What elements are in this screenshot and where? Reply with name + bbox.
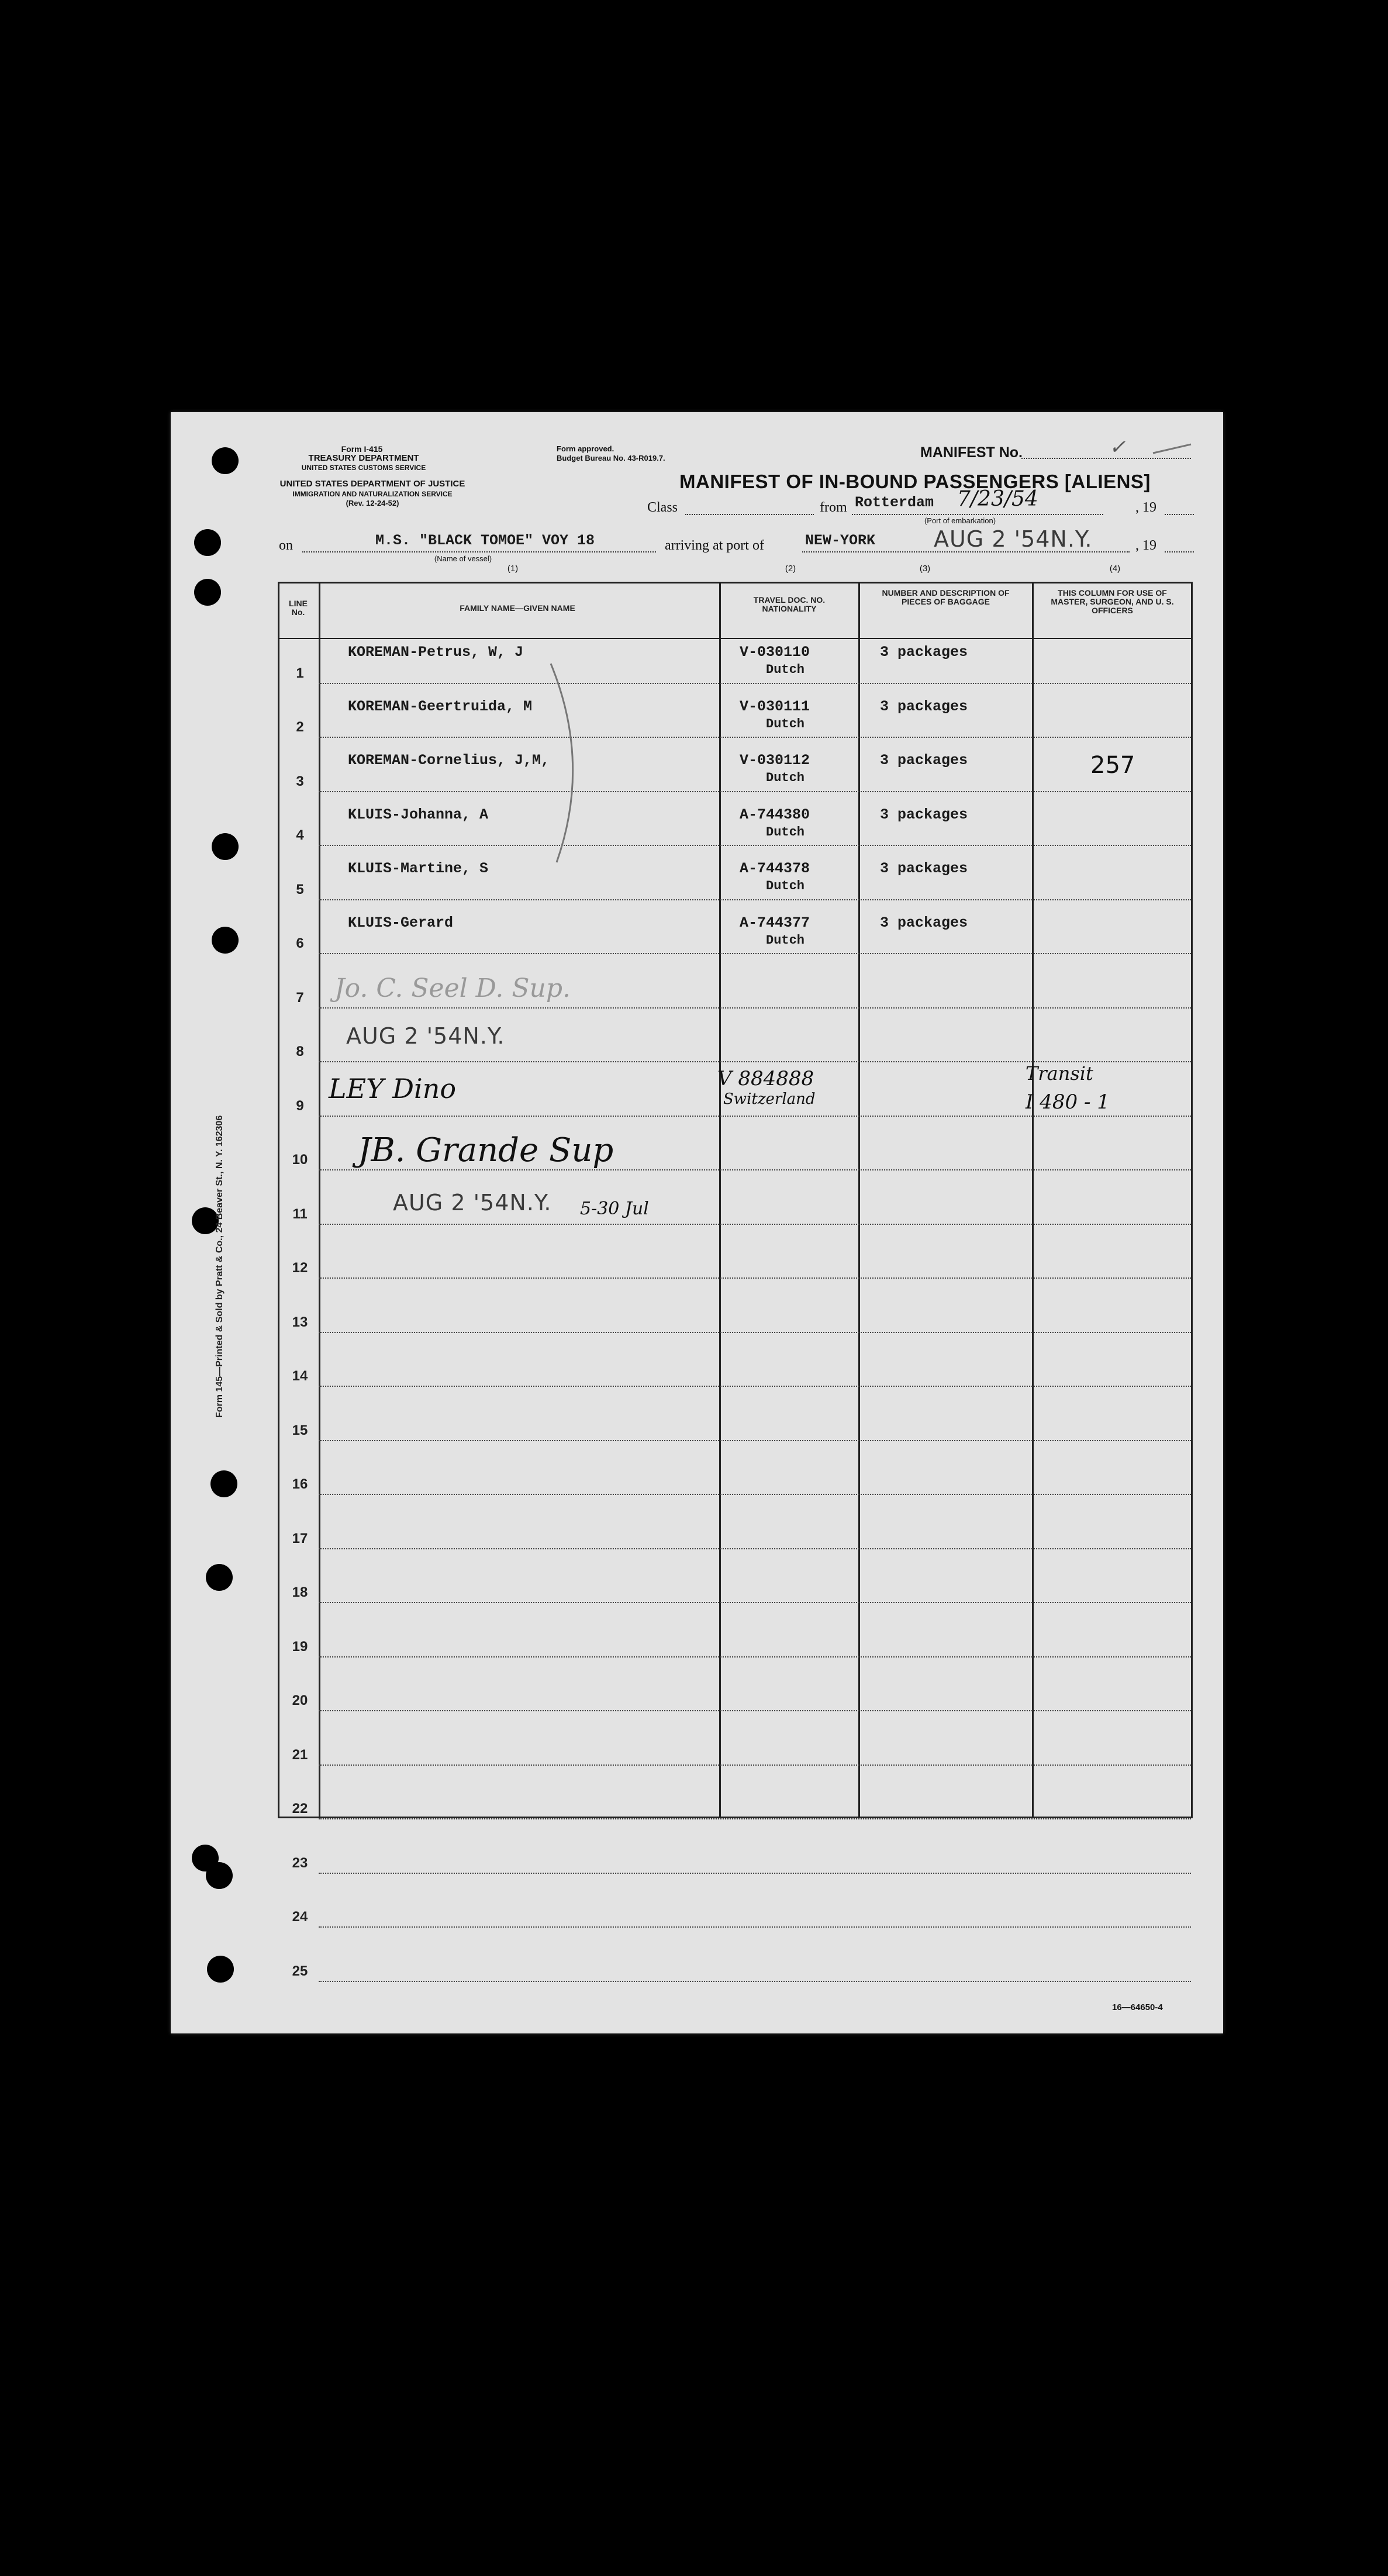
signature-scrawl-row10: JB. Grande Sup [358,1131,614,1169]
treasury-line: TREASURY DEPARTMENT [308,453,419,463]
table-row [278,1829,1193,1883]
officer-note: 257 [1090,752,1135,779]
line-number: 11 [292,1206,308,1222]
nationality: Dutch [766,716,805,731]
table-row [278,1288,1193,1342]
line-number: 1 [296,665,304,681]
justice-line: UNITED STATES DEPARTMENT OF JUSTICE [279,479,465,489]
table-row [278,1342,1193,1397]
table-row [278,693,1193,748]
table-row [278,855,1193,910]
line-number: 4 [296,827,304,843]
port-caption: (Port of embarkation) [924,516,996,525]
handwritten-officer-note: Transit [1026,1062,1093,1085]
table-row [278,747,1193,802]
handwritten-officer-ref: I 480 - 1 [1026,1090,1110,1114]
passenger-name: KLUIS-Johanna, A [348,806,489,823]
form-number: Form I-415 [341,444,383,454]
passenger-name: KLUIS-Gerard [348,914,454,931]
binder-hole [207,1956,234,1983]
table-row [278,1234,1193,1289]
manifest-check-mark: ✓ [1109,436,1126,459]
signature-scrawl-row7: Jo. C. Seel D. Sup. [334,973,571,1003]
arrival-date-stamp: AUG 2 '54N.Y. [934,526,1093,552]
column-header-officers: THIS COLUMN FOR USE OF MASTER, SURGEON, AND U. S. OFFICERS [1051,588,1174,615]
ins-line: IMMIGRATION AND NATURALIZATION SERVICE [292,490,453,498]
line-number: 15 [292,1422,308,1438]
binder-hole [206,1564,233,1591]
manifest-page [171,412,1223,2033]
table-row [278,639,1193,693]
column-number: (1) [507,564,519,574]
binder-hole [212,833,239,860]
budget-line: Budget Bureau No. 43-R019.7. [557,454,665,462]
travel-doc-number: A-744378 [740,860,810,877]
binder-hole [212,927,239,954]
table-row [278,1451,1193,1505]
line-number: 16 [292,1476,308,1492]
date-stamp-row11: AUG 2 '54N.Y. [393,1190,552,1216]
line-number: 3 [296,773,304,789]
nationality: Dutch [766,824,805,840]
binder-hole [210,1470,237,1497]
travel-doc-number: A-744377 [740,914,810,931]
travel-doc-number: A-744380 [740,806,810,823]
nationality: Dutch [766,662,805,677]
passenger-name: KOREMAN-Cornelius, J,M, [348,752,550,769]
baggage-description: 3 packages [880,806,968,823]
year-label: , 19 [1135,500,1156,515]
travel-doc-number: V-030110 [740,644,810,661]
baggage-description: 3 packages [880,644,968,661]
column-number: (4) [1109,564,1121,574]
table-row [278,1612,1193,1667]
line-number: 7 [296,989,304,1006]
date-stamp-row8: AUG 2 '54N.Y. [346,1023,505,1049]
embarkation-date: 7/23/54 [957,487,1038,511]
approval-line: Form approved. [557,444,614,453]
handwritten-passenger-name: LEY Dino [329,1073,457,1104]
document-title: MANIFEST OF IN-BOUND PASSENGERS [ALIENS] [679,471,1151,492]
nationality: Dutch [766,771,805,785]
column-number: (3) [919,564,931,574]
line-number: 20 [292,1693,308,1708]
line-number: 25 [292,1963,308,1979]
passenger-name: KOREMAN-Petrus, W, J [348,644,524,661]
line-number: 12 [292,1260,308,1276]
column-header-line-no: LINE No. [289,599,308,617]
line-number: 2 [296,719,304,735]
customs-line: UNITED STATES CUSTOMS SERVICE [301,464,426,472]
binder-hole [194,529,221,556]
class-label: Class [647,500,678,515]
baggage-description: 3 packages [880,697,968,715]
binder-hole [206,1862,233,1889]
binder-hole [212,447,239,474]
table-row [278,910,1193,964]
line-number: 18 [292,1584,308,1600]
line-number: 23 [292,1855,308,1871]
handwritten-nationality: Switzerland [723,1090,816,1108]
nationality: Dutch [766,933,805,948]
year-label: , 19 [1135,538,1156,553]
table-row [278,1883,1193,1938]
passenger-name: KOREMAN-Geertruida, M [348,697,533,715]
line-number: 14 [292,1368,308,1384]
line-number: 9 [296,1097,304,1114]
arrival-port: NEW-YORK [805,532,876,549]
table-row [278,1667,1193,1721]
form-footer-code: 16—64650-4 [1112,2002,1163,2012]
table-row [278,1937,1193,1991]
vessel-caption: (Name of vessel) [434,554,492,563]
column-number: (2) [785,564,796,574]
line-number: 22 [292,1801,308,1817]
column-header-baggage: NUMBER AND DESCRIPTION OF PIECES OF BAGGAGE [882,588,1010,606]
line-number: 24 [292,1909,308,1925]
manifest-label: MANIFEST No. [920,444,1023,461]
travel-doc-number: V-030111 [740,697,810,715]
line-number: 10 [292,1152,308,1168]
vessel-name: M.S. "BLACK TOMOE" VOY 18 [375,532,595,549]
from-label: from [820,500,847,515]
table-row [278,1775,1193,1829]
table-row [278,1721,1193,1775]
binder-hole [194,579,221,606]
line-number: 8 [296,1044,304,1059]
line-number: 21 [292,1746,308,1763]
baggage-description: 3 packages [880,860,968,877]
port-of-embarkation: Rotterdam [855,494,934,511]
revision-line: (Rev. 12-24-52) [346,499,399,507]
table-row [278,802,1193,856]
baggage-description: 3 packages [880,752,968,769]
printer-side-text: Form 145—Printed & Sold by Pratt & Co., 24 Beaver St., N. Y. 162306 [215,1115,225,1418]
travel-doc-number: V-030112 [740,752,810,769]
line-number: 6 [296,935,304,951]
line-number: 5 [296,881,304,897]
baggage-description: 3 packages [880,914,968,931]
line-number: 13 [292,1314,308,1330]
table-row [278,1396,1193,1451]
column-header-name: FAMILY NAME—GIVEN NAME [460,603,575,613]
arriving-label: arriving at port of [665,538,764,553]
table-row [278,1559,1193,1613]
nationality: Dutch [766,879,805,893]
handwritten-initials: 5-30 Jul [580,1199,649,1219]
table-row [278,1504,1193,1559]
line-number: 19 [292,1638,308,1655]
passenger-name: KLUIS-Martine, S [348,860,489,877]
line-number: 17 [292,1530,308,1546]
handwritten-travel-doc: V 884888 [717,1067,814,1090]
on-label: on [279,538,293,553]
column-header-travel-doc: TRAVEL DOC. NO. NATIONALITY [753,595,826,613]
